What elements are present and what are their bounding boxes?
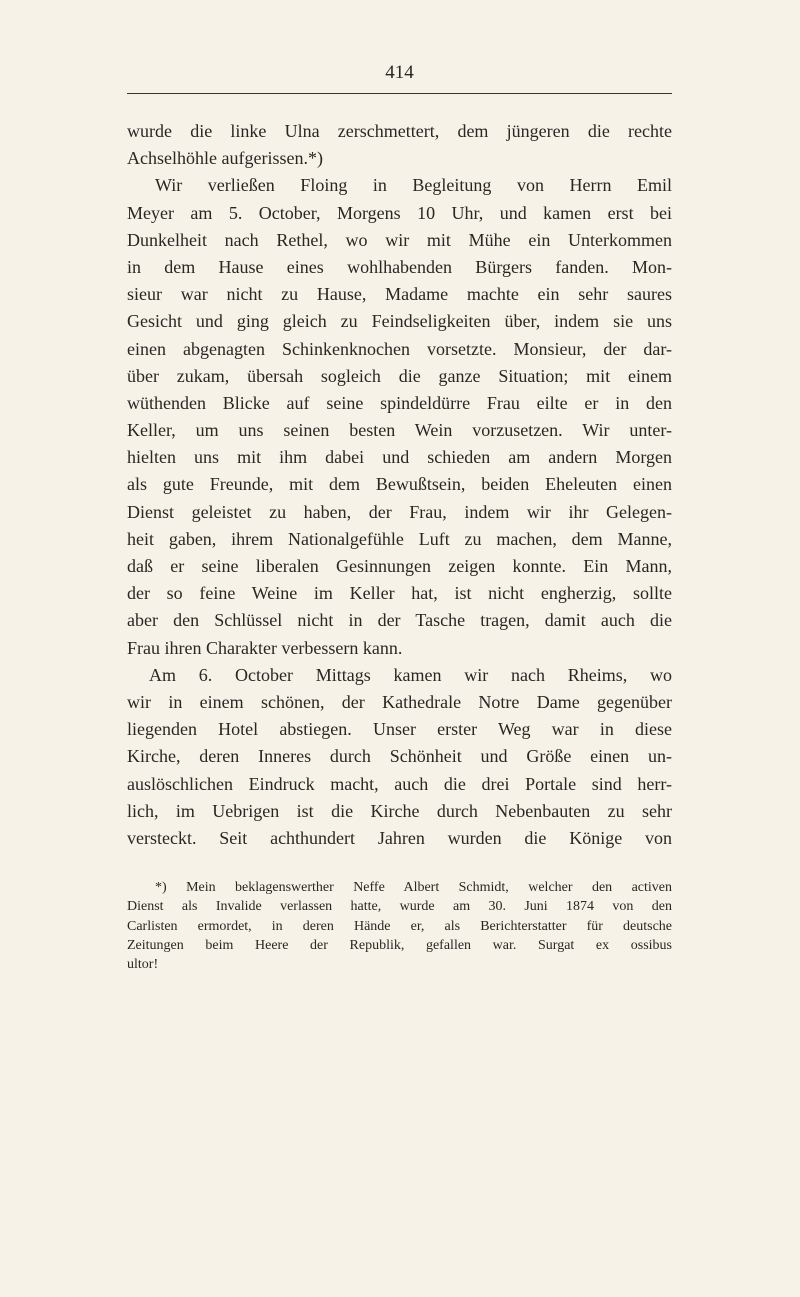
body-line: hielten uns mit ihm dabei und schieden am andern Morgen [127,447,672,468]
body-line: wir in einem schönen, der Kathedrale Notre Dame gegenüber [127,691,672,712]
body-line: Dunkelheit nach Rethel, wo wir mit Mühe ein Unterkommen [127,229,672,250]
body-line: Wir verließen Floing in Begleitung von Herrn Emil [155,175,672,196]
body-line: lich, im Uebrigen ist die Kirche durch Nebenbauten zu sehr [127,800,672,821]
body-line: in dem Hause eines wohlhabenden Bürgers fanden. Mon- [127,256,672,277]
header-rule [127,93,672,94]
body-line: sieur war nicht zu Hause, Madame machte ein sehr saures [127,284,672,305]
body-line: wurde die linke Ulna zerschmettert, dem jüngeren die rechte [127,121,672,141]
body-line: Keller, um uns seinen besten Wein vorzusetzen. Wir unter- [127,420,672,441]
footnote-line: Carlisten ermordet, in deren Hände er, als Berichterstatter für deutsche [127,918,672,934]
body-line: versteckt. Seit achthundert Jahren wurden die Könige von [127,827,672,848]
body-line: Gesicht und ging gleich zu Feindseligkeiten über, indem sie uns [127,311,672,332]
body-line: Achselhöhle aufgerissen.*) [127,148,323,169]
body-line: Am 6. October Mittags kamen wir nach Rheims, wo [149,664,672,685]
body-line: Kirche, deren Inneres durch Schönheit und Größe einen un- [127,746,672,767]
page-number: 414 [385,62,414,83]
body-line: aber den Schlüssel nicht in der Tasche tragen, damit auch die [127,610,672,631]
body-line: liegenden Hotel abstiegen. Unser erster Weg war in diese [127,719,672,740]
footnote-line: ultor! [127,957,159,973]
footnote-line: Zeitungen beim Heere der Republik, gefallen war. Surgat ex ossibus [127,937,672,953]
body-line: Frau ihren Charakter verbessern kann. [127,637,403,658]
body-line: Meyer am 5. October, Morgens 10 Uhr, und kamen erst bei [127,202,672,223]
body-line: wüthenden Blicke auf seine spindeldürre Frau eilte er in den [127,392,672,413]
footnote-line: Dienst als Invalide verlassen hatte, wurde am 30. Juni 1874 von den [127,899,672,915]
body-line: Dienst geleistet zu haben, der Frau, indem wir ihr Gelegen- [127,501,672,522]
footnote-line: *) Mein beklagenswerther Neffe Albert Schmidt, welcher den activen [155,880,672,895]
body-line: der so feine Weine im Keller hat, ist nicht engherzig, sollte [127,583,672,604]
body-line: auslöschlichen Eindruck macht, auch die drei Portale sind herr- [127,773,672,794]
body-line: über zukam, übersah sogleich die ganze Situation; mit einem [127,365,672,386]
body-line: daß er seine liberalen Gesinnungen zeigen konnte. Ein Mann, [127,556,672,576]
footnote [127,878,672,974]
body-line: als gute Freunde, mit dem Bewußtsein, beiden Eheleuten einen [127,474,672,495]
body-line: einen abgenagten Schinkenknochen vorsetzte. Monsieur, der dar- [127,338,672,359]
body-line: heit gaben, ihrem Nationalgefühle Luft zu machen, dem Manne, [127,528,672,549]
body-text [127,118,672,852]
